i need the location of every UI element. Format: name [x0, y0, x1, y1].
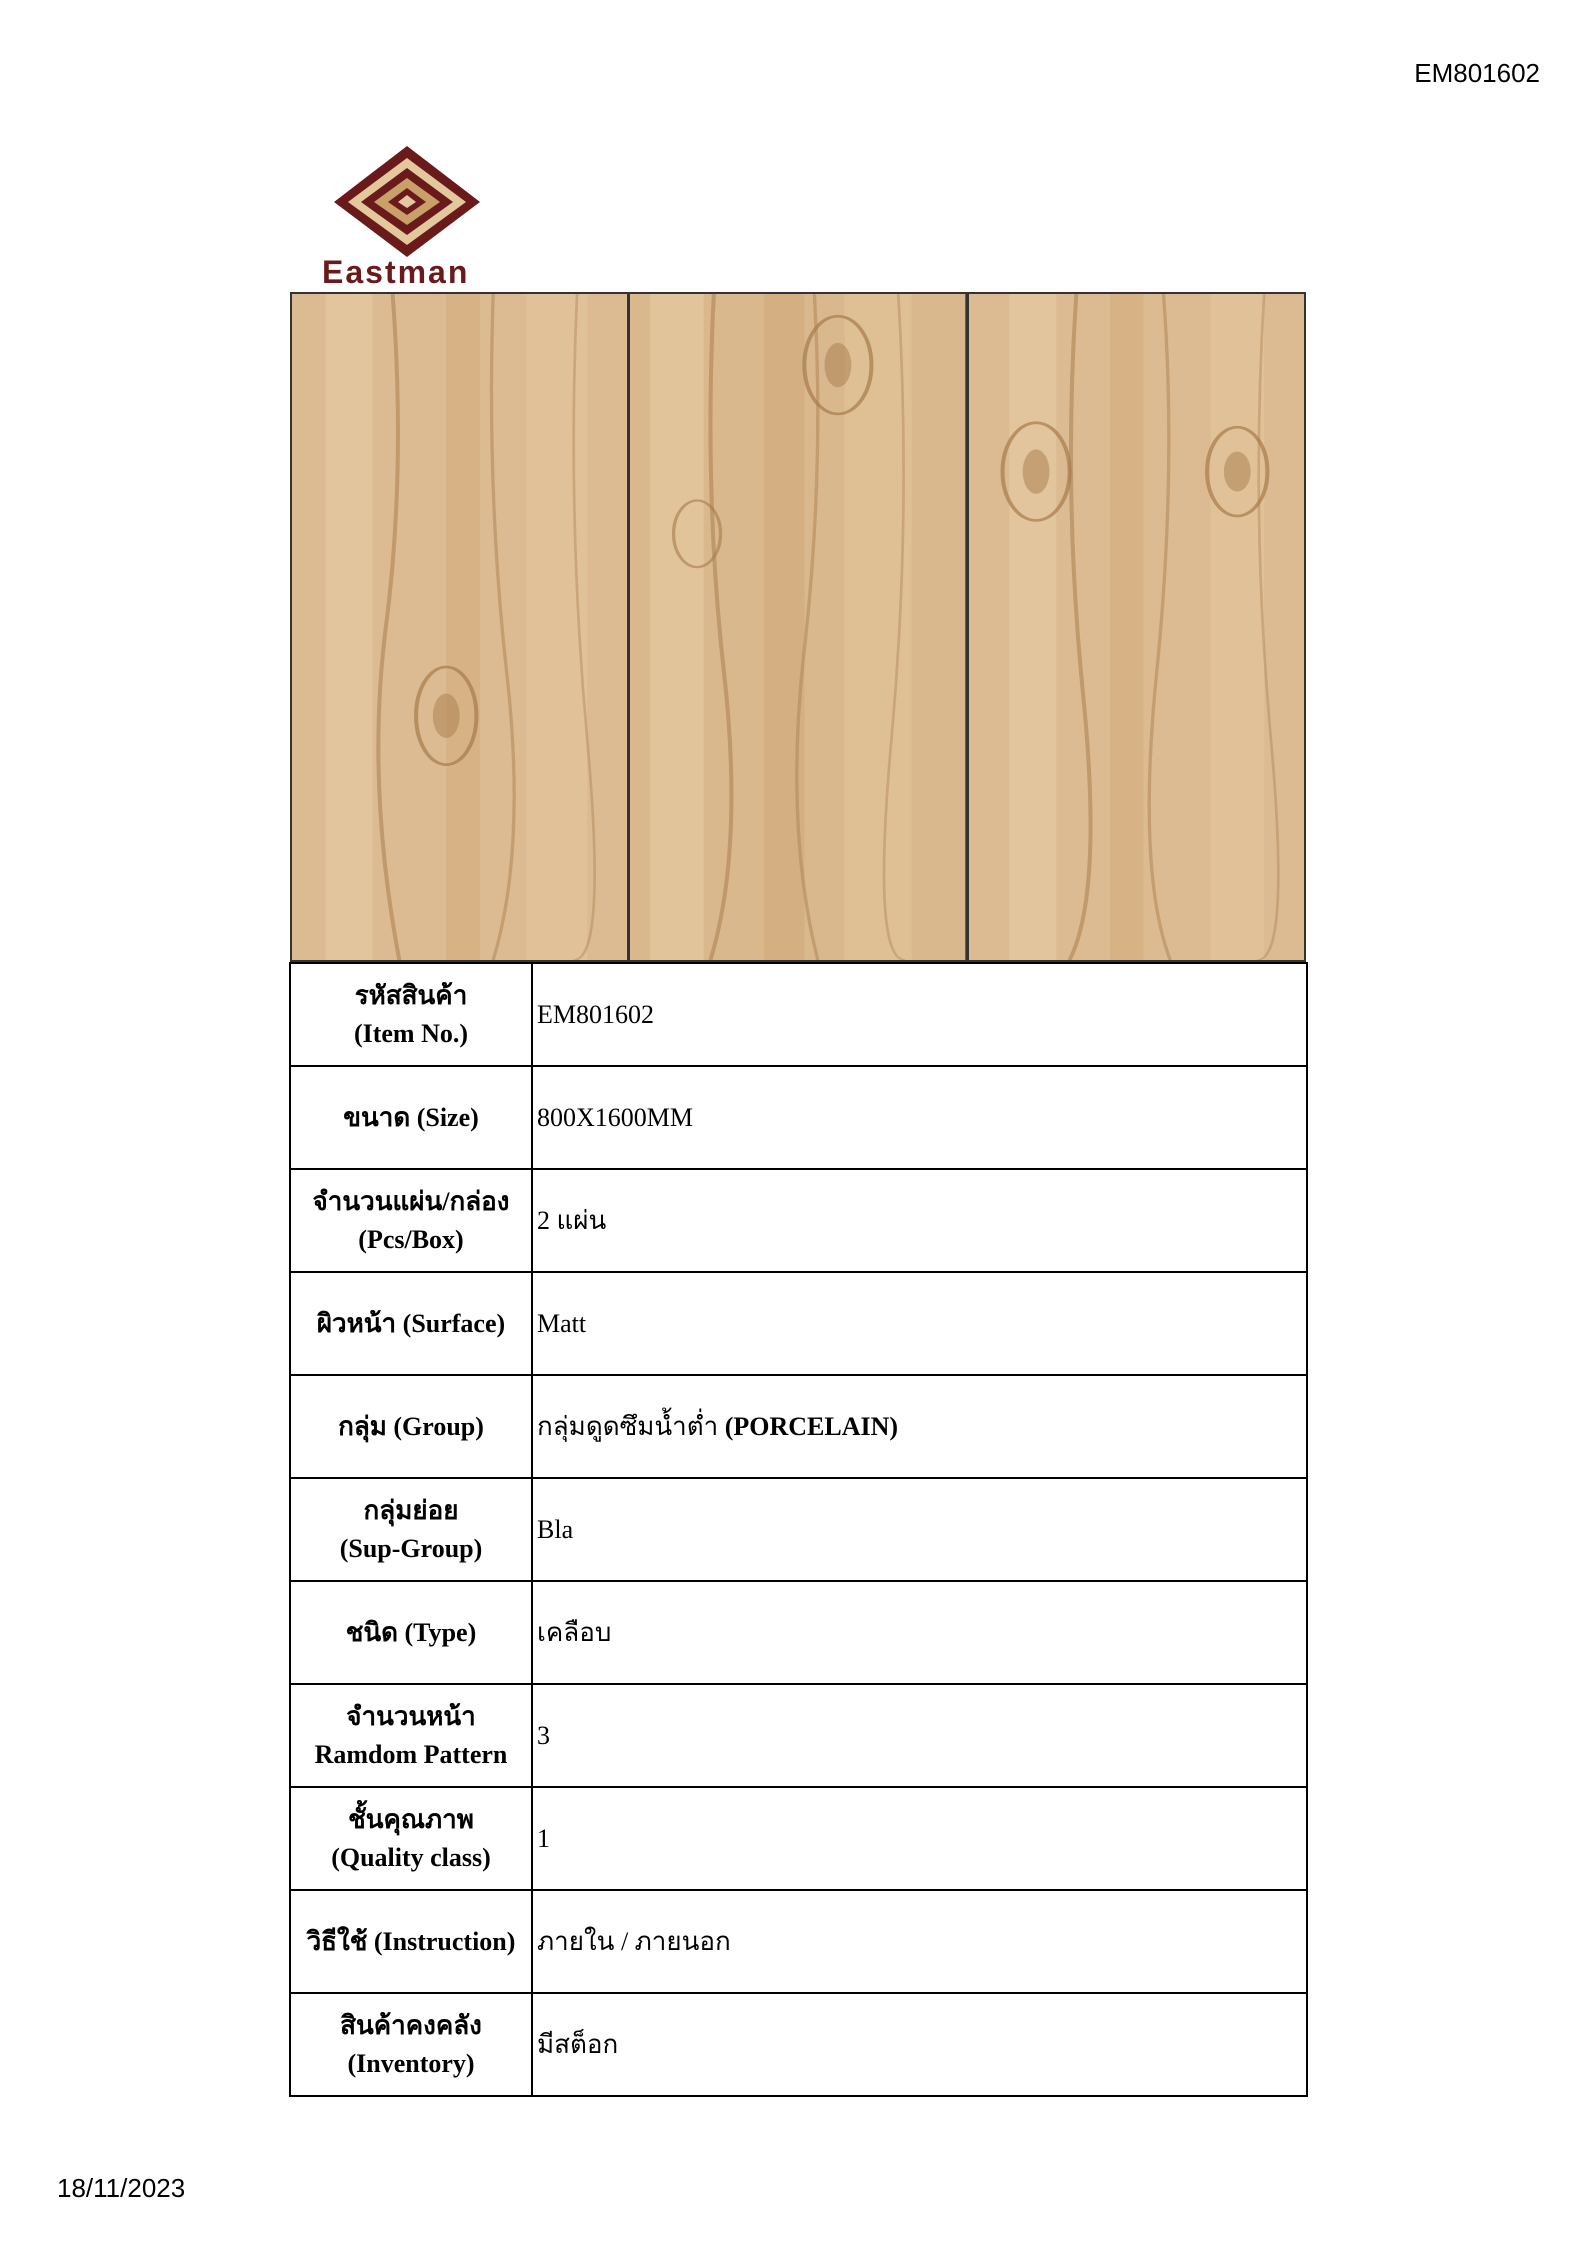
brand-name: Eastman [322, 254, 470, 290]
row-label: ชั้นคุณภาพ (Quality class) [290, 1787, 532, 1890]
row-label: ขนาด (Size) [290, 1066, 532, 1169]
row-label: สินค้าคงคลัง (Inventory) [290, 1993, 532, 2096]
tile-panel-3 [969, 294, 1304, 960]
row-label: ชนิด (Type) [290, 1581, 532, 1684]
row-label: จำนวนหน้า Ramdom Pattern [290, 1684, 532, 1787]
table-row [290, 1581, 1307, 1684]
tile-preview-image [290, 292, 1306, 962]
table-row [290, 1787, 1307, 1890]
row-value: EM801602 [532, 963, 1307, 1066]
row-value: 2 แผ่น [532, 1169, 1307, 1272]
row-value: 800X1600MM [532, 1066, 1307, 1169]
row-value: 3 [532, 1684, 1307, 1787]
item-code-header: EM801602 [1414, 58, 1540, 88]
document-date: 18/11/2023 [57, 2173, 186, 2203]
row-value: มีสต็อก [532, 1993, 1307, 2096]
row-value: Matt [532, 1272, 1307, 1375]
table-row [290, 1375, 1307, 1478]
tile-panel-1 [292, 294, 627, 960]
table-row [290, 1993, 1307, 2096]
row-label: วิธีใช้ (Instruction) [290, 1890, 532, 1993]
tile-panel-2 [630, 294, 965, 960]
row-label: รหัสสินค้า (Item No.) [290, 963, 532, 1066]
table-row [290, 1684, 1307, 1787]
table-row [290, 1066, 1307, 1169]
diamond-logo-icon [332, 144, 482, 259]
row-label: กลุ่ม (Group) [290, 1375, 532, 1478]
row-value: 1 [532, 1787, 1307, 1890]
row-value: Bla [532, 1478, 1307, 1581]
row-value: กลุ่มดูดซึมน้ำต่ำ (PORCELAIN) [532, 1375, 1307, 1478]
row-label: กลุ่มย่อย (Sup-Group) [290, 1478, 532, 1581]
row-value: เคลือบ [532, 1581, 1307, 1684]
row-value: ภายใน / ภายนอก [532, 1890, 1307, 1993]
table-row [290, 1478, 1307, 1581]
spec-table [289, 962, 1308, 2097]
table-row [290, 1272, 1307, 1375]
row-label: ผิวหน้า (Surface) [290, 1272, 532, 1375]
table-row [290, 1169, 1307, 1272]
table-row [290, 1890, 1307, 1993]
eastman-logo [318, 138, 498, 288]
table-row [290, 963, 1307, 1066]
row-label: จำนวนแผ่น/กล่อง (Pcs/Box) [290, 1169, 532, 1272]
